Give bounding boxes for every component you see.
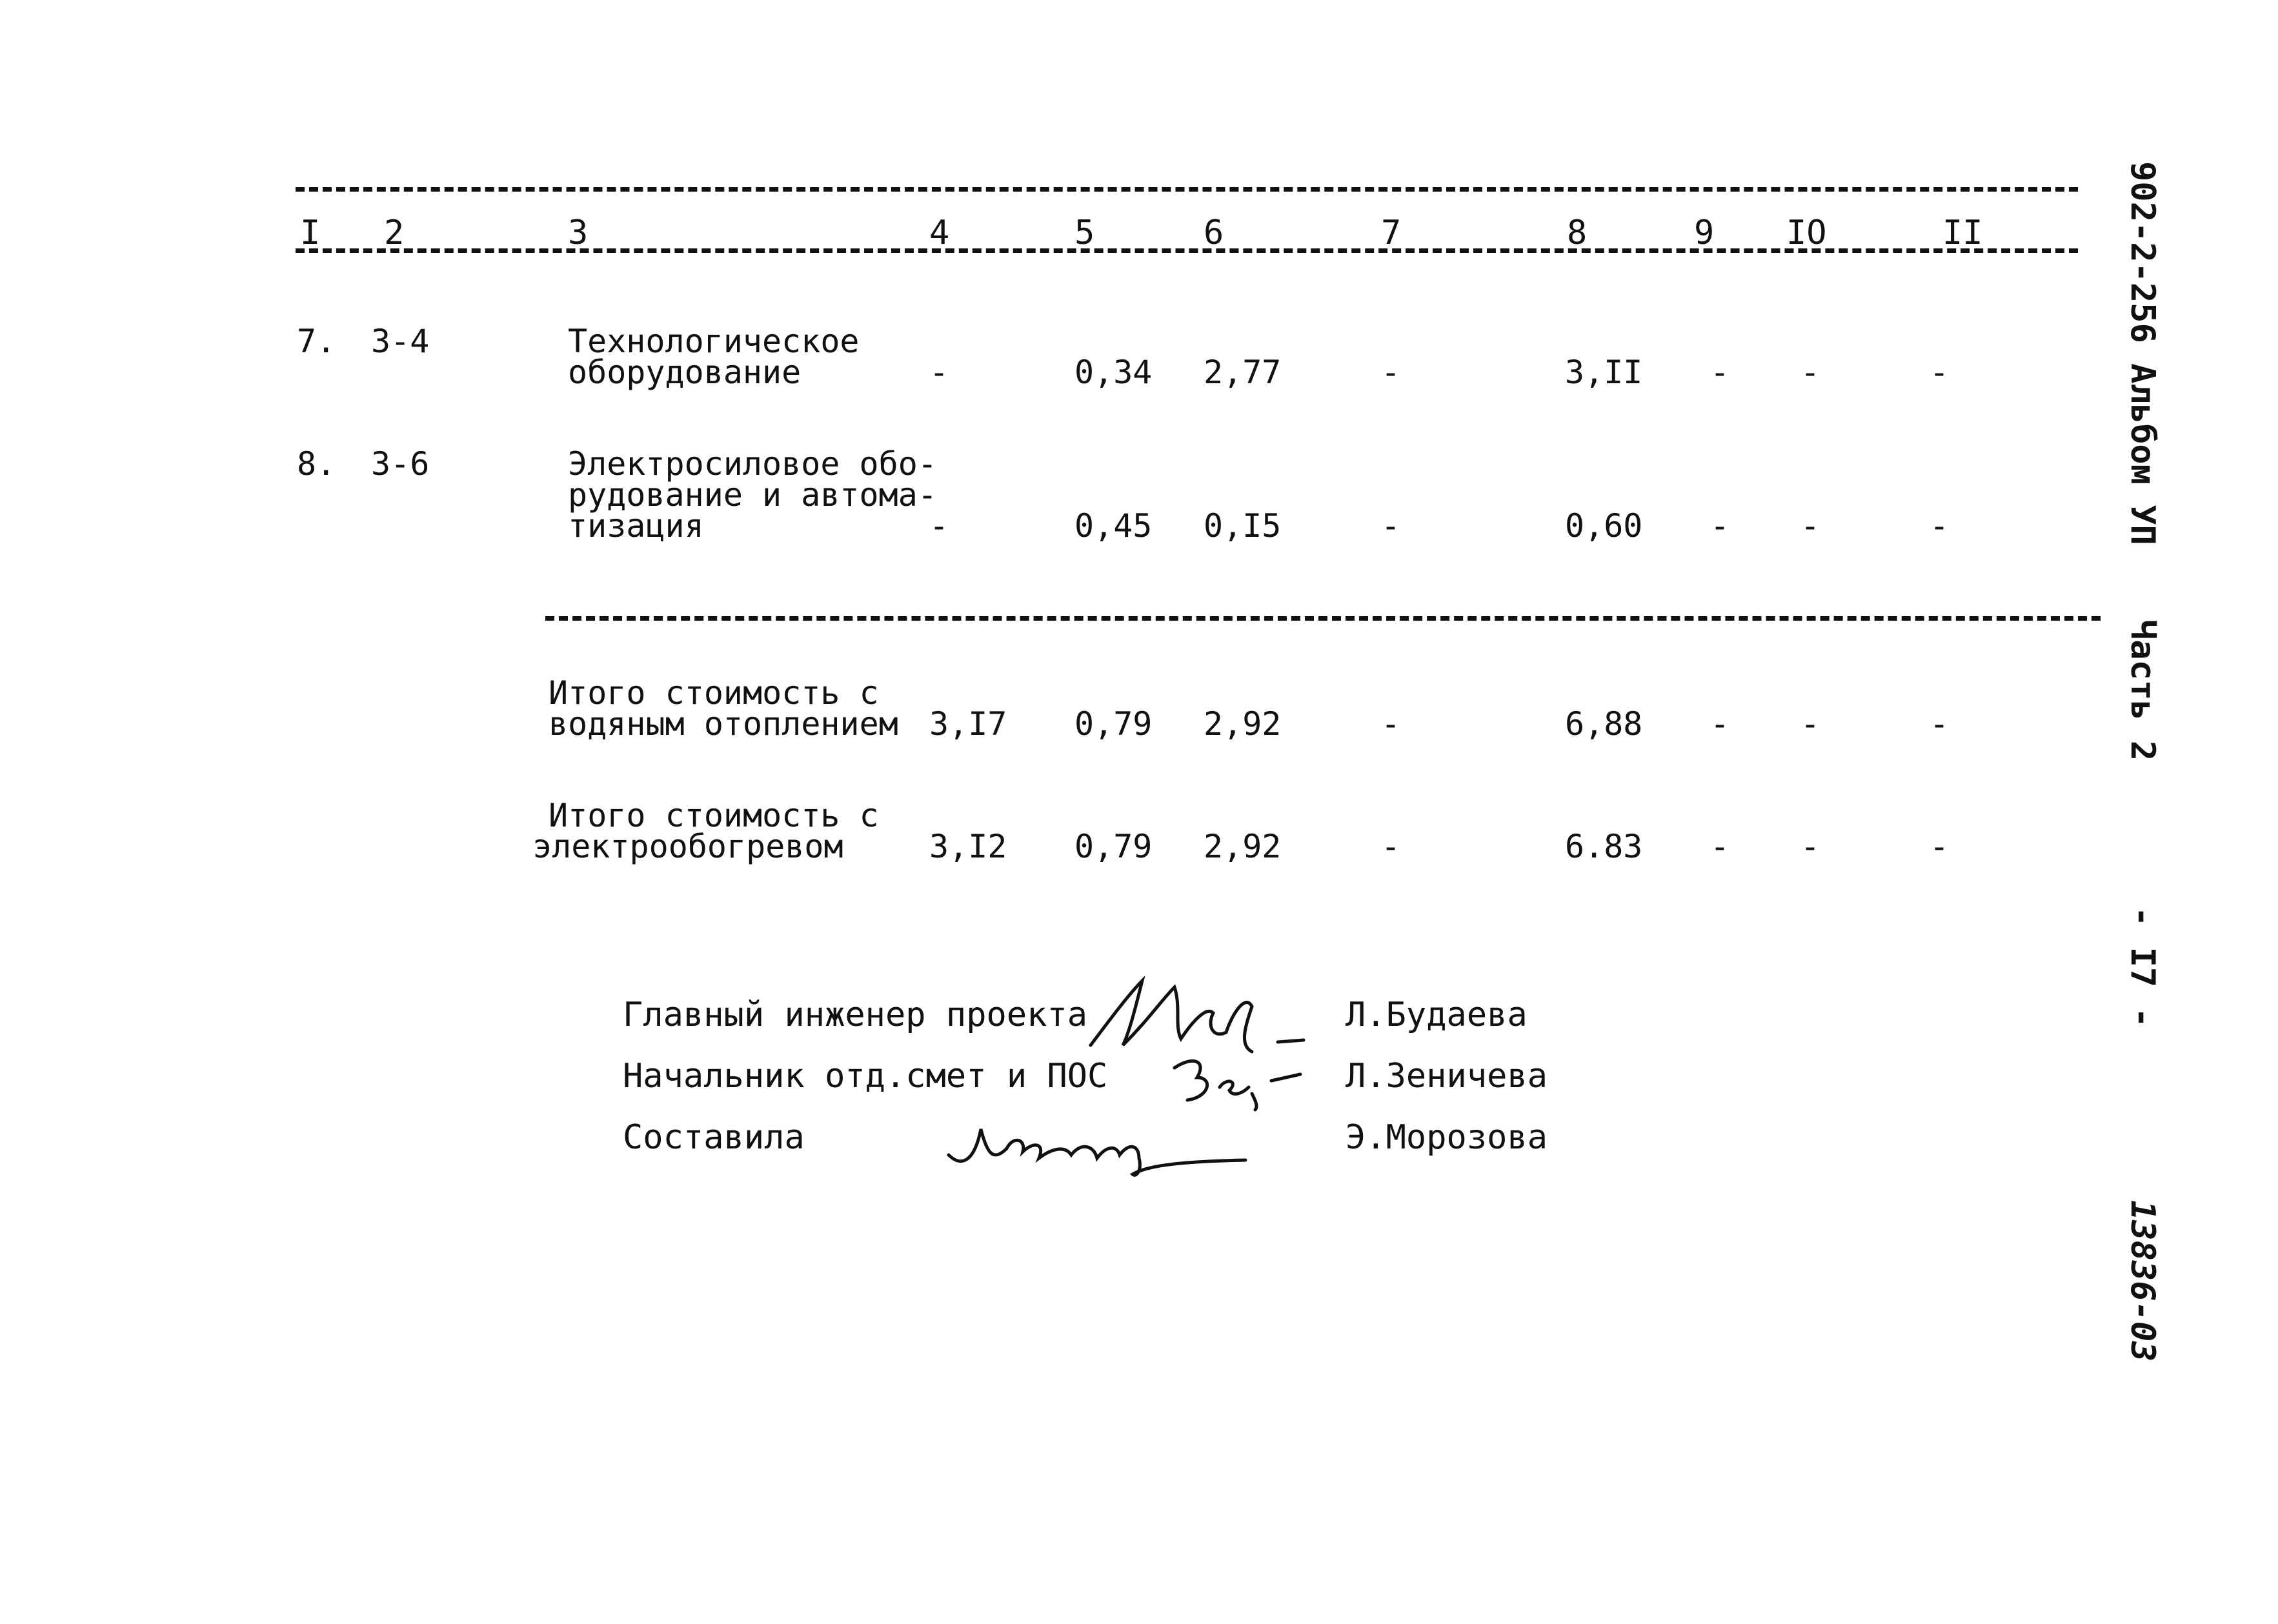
cell-col8: 6.83	[1565, 828, 1643, 865]
row-name-line: Электросиловое обо-	[568, 445, 937, 483]
row-name-line: Технологическое	[568, 323, 860, 360]
cell-col7: -	[1381, 354, 1401, 391]
side-code-number: 13836-03	[2123, 1200, 2162, 1362]
cell-col10: -	[1800, 354, 1820, 391]
column-header: I	[300, 214, 321, 252]
signatory-name: Л.Зеничева	[1346, 1057, 1548, 1096]
row-number: 7.	[297, 323, 336, 360]
total-name-line: Итого стоимость с	[549, 674, 879, 712]
side-document-reference: 902-2-256 Альбом УП	[2123, 161, 2162, 545]
cell-col6: 0,I5	[1204, 507, 1282, 545]
cell-col10: -	[1800, 828, 1820, 865]
cell-col7: -	[1381, 705, 1401, 743]
column-header: 2	[384, 214, 405, 252]
cell-col4: -	[929, 354, 949, 391]
cell-col5: 0,45	[1074, 507, 1153, 545]
cell-col5: 0,34	[1074, 354, 1153, 391]
cell-col7: -	[1381, 507, 1401, 545]
total-name-line: Итого стоимость с	[549, 797, 879, 834]
handwritten-signature-3	[942, 1110, 1252, 1181]
cell-col9: -	[1710, 705, 1730, 743]
cell-col11: -	[1930, 828, 1950, 865]
row-number: 8.	[297, 445, 336, 483]
cell-col6: 2,92	[1204, 828, 1282, 865]
cell-col6: 2,77	[1204, 354, 1282, 391]
header-top-rule	[296, 187, 2078, 192]
cell-col5: 0,79	[1074, 828, 1153, 865]
total-name-line: водяным отоплением	[549, 705, 898, 743]
signatory-role: Начальник отд.смет и ПОС	[623, 1057, 1108, 1096]
side-page-number: - I7 -	[2123, 907, 2162, 1028]
row-name-line: рудование и автома-	[568, 476, 937, 514]
column-header: 9	[1694, 214, 1715, 252]
signatory-role: Главный инженер проекта	[623, 996, 1088, 1034]
cell-col4: 3,I2	[929, 828, 1007, 865]
column-header: 6	[1204, 214, 1224, 252]
cell-col10: -	[1800, 507, 1820, 545]
cell-col9: -	[1710, 354, 1730, 391]
cell-col6: 2,92	[1204, 705, 1282, 743]
column-header: 7	[1381, 214, 1402, 252]
cell-col7: -	[1381, 828, 1401, 865]
signatory-role: Составила	[623, 1118, 805, 1157]
header-bottom-rule	[296, 248, 2078, 253]
column-header: IO	[1786, 214, 1827, 252]
cell-col11: -	[1930, 507, 1950, 545]
column-header: 5	[1074, 214, 1095, 252]
total-name-line: электрообогревом	[532, 828, 843, 865]
column-header: 4	[929, 214, 950, 252]
cell-col9: -	[1710, 507, 1730, 545]
cell-col4: 3,I7	[929, 705, 1007, 743]
cell-col11: -	[1930, 705, 1950, 743]
cell-col8: 3,II	[1565, 354, 1643, 391]
row-name-line: оборудование	[568, 354, 801, 391]
row-code: 3-6	[371, 445, 430, 483]
cell-col10: -	[1800, 705, 1820, 743]
signatory-name: Л.Будаева	[1346, 996, 1527, 1034]
column-header: II	[1942, 214, 1983, 252]
cell-col4: -	[929, 507, 949, 545]
cell-col5: 0,79	[1074, 705, 1153, 743]
cell-col8: 6,88	[1565, 705, 1643, 743]
row-name-line: тизация	[568, 507, 704, 545]
column-header: 8	[1567, 214, 1588, 252]
totals-separator-rule	[545, 616, 2101, 621]
row-code: 3-4	[371, 323, 430, 360]
handwritten-signature-2	[1162, 1048, 1310, 1119]
cell-col9: -	[1710, 828, 1730, 865]
side-part-label: Часть 2	[2123, 619, 2162, 761]
column-header: 3	[568, 214, 589, 252]
signatory-name: Э.Морозова	[1346, 1118, 1548, 1157]
cell-col8: 0,60	[1565, 507, 1643, 545]
cell-col11: -	[1930, 354, 1950, 391]
